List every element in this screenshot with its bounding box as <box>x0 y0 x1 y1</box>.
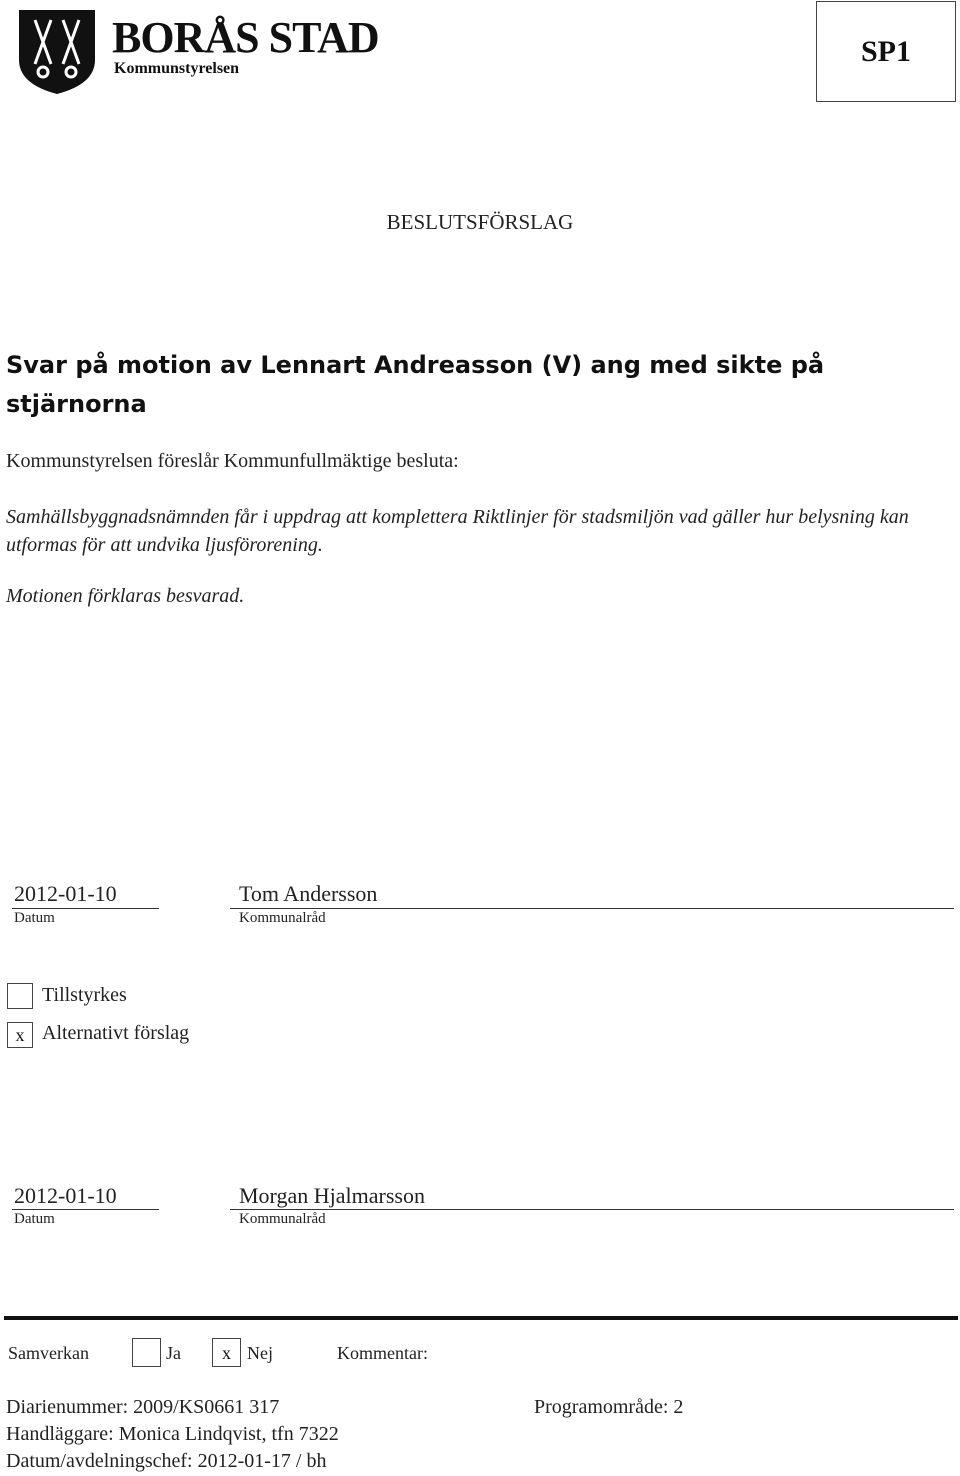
sign2-name-line <box>230 1209 954 1210</box>
document-code-box: SP1 <box>816 1 956 102</box>
decision-text: Samhällsbyggnadsnämnden får i uppdrag att komplettera Riktlinjer för stadsmiljön vad gäller hur belysning kan utformas för att undvika ljusförorening. <box>6 506 909 556</box>
sign1-role: Kommunalråd <box>239 910 326 926</box>
datum-avdelningschef: Datum/avdelningschef: 2012-01-17 / bh <box>6 1450 327 1472</box>
brand-department: Kommunstyrelsen <box>114 60 240 77</box>
sign1-date-label: Datum <box>14 910 55 926</box>
sign1-date: 2012-01-10 <box>14 881 117 906</box>
nej-label: Nej <box>247 1343 273 1363</box>
sign2-name: Morgan Hjalmarsson <box>239 1183 425 1208</box>
motion-text: Motionen förklaras besvarad. <box>6 585 245 607</box>
kommentar-label: Kommentar: <box>337 1343 428 1363</box>
samverkan-label: Samverkan <box>8 1343 89 1363</box>
tillstyrkes-label: Tillstyrkes <box>42 984 127 1006</box>
sign2-role: Kommunalråd <box>239 1211 326 1227</box>
city-coat-of-arms-logo <box>17 8 97 96</box>
brand-name: BORÅS STAD <box>112 13 379 62</box>
tillstyrkes-checkbox[interactable] <box>7 983 33 1009</box>
handlaggare: Handläggare: Monica Lindqvist, tfn 7322 <box>6 1423 339 1445</box>
sign2-date-label: Datum <box>14 1211 55 1227</box>
sign1-name: Tom Andersson <box>239 881 378 906</box>
programomrade: Programområde: 2 <box>534 1396 684 1418</box>
intro-text: Kommunstyrelsen föreslår Kommunfullmäktige besluta: <box>6 450 459 472</box>
footer-divider <box>4 1316 958 1320</box>
alternativt-label: Alternativt förslag <box>42 1022 190 1044</box>
nej-checkbox[interactable]: x <box>212 1338 241 1367</box>
diarienummer: Diarienummer: 2009/KS0661 317 <box>6 1396 280 1418</box>
sign2-date-line <box>12 1209 159 1210</box>
ja-checkbox[interactable] <box>132 1338 161 1367</box>
document-title: Svar på motion av Lennart Andreasson (V) ang med sikte på stjärnorna <box>6 351 825 418</box>
ja-label: Ja <box>166 1343 181 1363</box>
sign2-date: 2012-01-10 <box>14 1183 117 1208</box>
document-type: BESLUTSFÖRSLAG <box>386 210 574 234</box>
sign1-name-line <box>230 908 954 909</box>
alternativt-checkbox[interactable]: x <box>7 1022 33 1048</box>
sign1-date-line <box>12 908 159 909</box>
